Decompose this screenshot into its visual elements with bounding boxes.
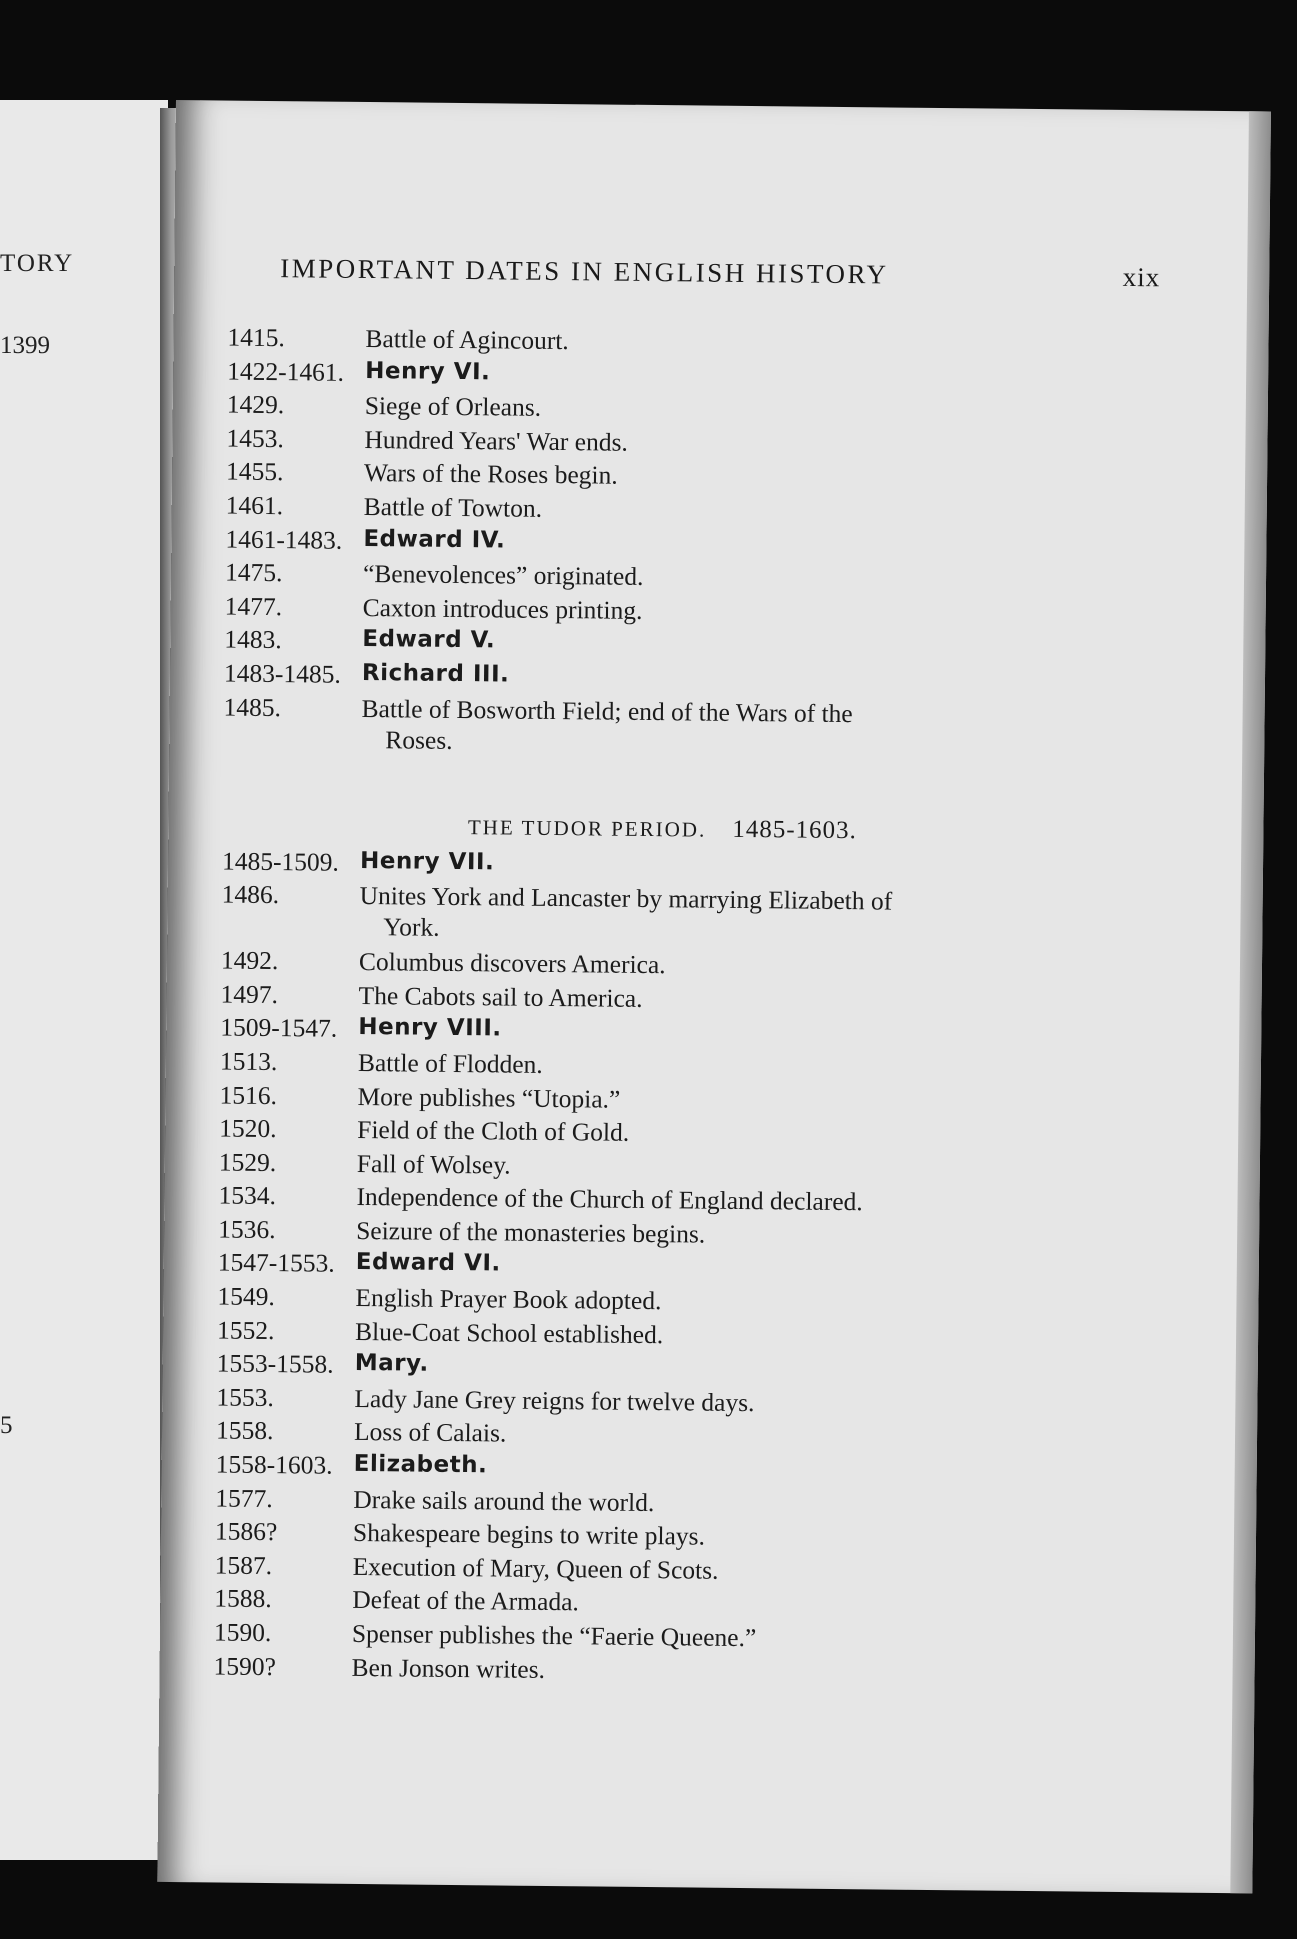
entry-date: 1497. (220, 979, 279, 1009)
entry-event: Defeat of the Armada. (352, 1585, 580, 1617)
entry-date: 1553-1558. (216, 1348, 334, 1379)
entry-date: 1461-1483. (225, 524, 343, 555)
entry-event: Seizure of the monasteries begins. (356, 1215, 706, 1249)
entry-event: Battle of Bosworth Field; end of the Wars of the (361, 693, 853, 728)
section-heading (222, 776, 1103, 855)
entry-monarch: Edward VI. (355, 1249, 501, 1277)
left-page-header-fragment: TORY (0, 250, 75, 277)
entry-event: Shakespeare begins to write plays. (352, 1518, 706, 1551)
entry-date: 1577. (215, 1483, 273, 1513)
entry-date: 1422-1461. (227, 356, 345, 387)
entry-date: 1552. (216, 1315, 275, 1345)
entry-date: 1520. (219, 1113, 277, 1144)
entry-date: 1485. (223, 692, 282, 722)
entry-event: Execution of Mary, Queen of Scots. (352, 1551, 719, 1585)
entry-date: 1558-1603. (215, 1449, 333, 1480)
entry-event: Drake sails around the world. (353, 1484, 655, 1517)
entry-monarch: Henry VII. (359, 847, 495, 875)
entry-date: 1483-1485. (223, 658, 342, 689)
entries-pre-tudor (223, 323, 1128, 768)
left-page-digit-fragment: 5 (0, 1412, 13, 1439)
entry-event: Battle of Agincourt. (365, 323, 569, 356)
entry-date: 1492. (220, 945, 279, 976)
entry-date: 1587. (214, 1550, 273, 1580)
entry-date: 1483. (224, 624, 282, 655)
entry-date: 1586? (214, 1516, 278, 1547)
entry-date: 1461. (225, 490, 284, 521)
entry-monarch: Elizabeth. (353, 1450, 488, 1479)
entry-event: Ben Jonson writes. (351, 1652, 546, 1684)
date-entry (223, 692, 1124, 767)
entry-date: 1516. (219, 1080, 278, 1110)
entry-event: Loss of Calais. (353, 1417, 507, 1448)
entry-date: 1553. (216, 1382, 274, 1412)
entry-event: More publishes “Utopia.” (357, 1081, 621, 1114)
section-years: 1485-1603. (732, 815, 858, 844)
entry-event: Spenser publishes the “Faerie Queene.” (351, 1618, 757, 1653)
entry-date: 1558. (215, 1415, 274, 1446)
entry-event: Columbus discovers America. (358, 947, 666, 980)
entry-event: Fall of Wolsey. (356, 1148, 511, 1180)
entry-event: Siege of Orleans. (364, 391, 542, 423)
page-title: IMPORTANT DATES IN ENGLISH HISTORY (280, 253, 889, 290)
entry-date: 1513. (219, 1046, 278, 1077)
dates-list (213, 323, 1127, 1695)
entry-date: 1415. (227, 322, 286, 353)
entry-date: 1485-1509. (221, 846, 340, 877)
entry-date: 1429. (226, 389, 285, 420)
entry-date: 1536. (218, 1214, 276, 1244)
page-edge (1230, 111, 1271, 1893)
entry-event: Battle of Flodden. (357, 1047, 543, 1079)
running-header (280, 253, 1161, 293)
entry-event: English Prayer Book adopted. (355, 1283, 662, 1316)
entry-event: “Benevolences” originated. (362, 559, 644, 592)
page-number: xix (1122, 261, 1161, 293)
entry-date: 1477. (224, 591, 283, 621)
entry-event: Unites York and Lancaster by marrying Elizabeth of (359, 881, 893, 916)
entry-date: 1455. (225, 456, 284, 487)
entry-date: 1475. (224, 557, 283, 588)
left-page-year-fragment: 1399 (0, 332, 50, 359)
entry-event: The Cabots sail to America. (358, 980, 643, 1013)
entry-event: Caxton introduces printing. (362, 592, 643, 625)
entries-tudor (213, 846, 1122, 1694)
left-facing-page (0, 100, 168, 1860)
entry-date: 1529. (218, 1147, 277, 1177)
entry-monarch: Henry VI. (365, 357, 491, 385)
date-entry (221, 880, 1122, 955)
entry-event: Blue-Coat School established. (354, 1316, 664, 1349)
entry-event: Independence of the Church of England declared. (356, 1182, 863, 1217)
entry-monarch: Edward V. (362, 626, 496, 654)
entry-event: Wars of the Roses begin. (363, 458, 618, 491)
entry-monarch: Edward IV. (363, 525, 506, 554)
book-page (157, 100, 1271, 1893)
entry-monarch: Henry VIII. (358, 1014, 502, 1042)
entry-date: 1453. (226, 423, 284, 453)
entry-date: 1547-1553. (217, 1247, 335, 1279)
entry-monarch: Richard III. (361, 659, 510, 688)
entry-event: Hundred Years' War ends. (364, 424, 629, 457)
entry-date: 1486. (221, 879, 280, 910)
entry-event-continuation: York. (383, 912, 440, 942)
entry-event-continuation: Roses. (385, 724, 453, 755)
entry-monarch: Mary. (354, 1350, 429, 1377)
entry-date: 1590. (213, 1617, 272, 1648)
entry-event: Battle of Towton. (363, 491, 543, 523)
entry-date: 1590? (213, 1651, 277, 1681)
entry-date: 1509-1547. (220, 1012, 338, 1044)
entry-date: 1588. (214, 1583, 272, 1614)
entry-event: Lady Jane Grey reigns for twelve days. (354, 1383, 755, 1417)
entry-date: 1534. (218, 1180, 277, 1211)
entry-date: 1549. (217, 1281, 276, 1312)
entry-event: Field of the Cloth of Gold. (357, 1115, 630, 1147)
section-title: THE TUDOR PERIOD. (467, 814, 707, 842)
